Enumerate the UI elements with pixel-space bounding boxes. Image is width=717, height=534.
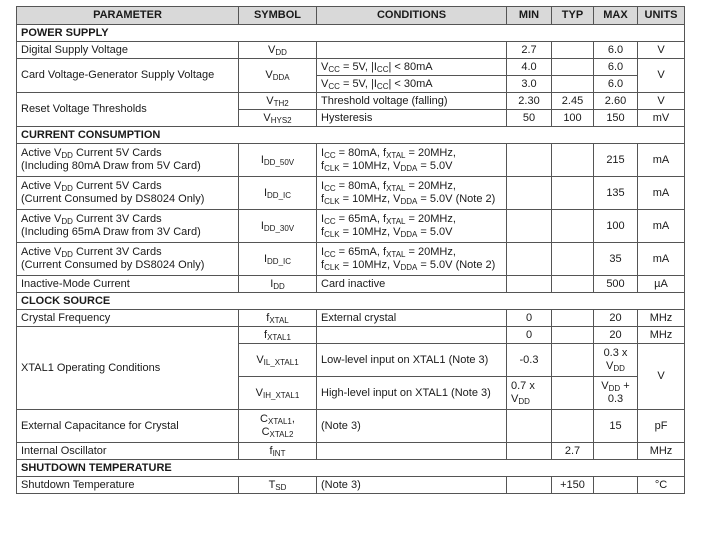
cond-sub: CLK bbox=[324, 164, 340, 173]
cond-text: f bbox=[321, 259, 325, 271]
symbol-main: I bbox=[263, 186, 268, 199]
max-text: V bbox=[606, 360, 614, 372]
units-cell: mV bbox=[638, 110, 685, 127]
header-units: UNITS bbox=[638, 7, 685, 25]
section-current-consumption: CURRENT CONSUMPTION bbox=[17, 127, 685, 144]
param-cell bbox=[17, 210, 239, 243]
typ-cell bbox=[552, 310, 594, 327]
param-text: Current 3V Cards bbox=[72, 246, 162, 258]
min-cell bbox=[507, 477, 552, 494]
param-cell: Internal Oscillator bbox=[17, 443, 239, 460]
param-cell bbox=[17, 144, 239, 177]
cond-sub: CLK bbox=[324, 230, 340, 239]
conditions-cell: High-level input on XTAL1 (Note 3) bbox=[317, 377, 507, 410]
units-cell: V bbox=[638, 59, 685, 93]
param-sub: DD bbox=[61, 151, 73, 160]
conditions-cell bbox=[317, 443, 507, 460]
max-cell bbox=[594, 477, 638, 494]
symbol-cell bbox=[239, 276, 317, 293]
table-row bbox=[17, 310, 685, 327]
min-cell bbox=[507, 276, 552, 293]
symbol-main: V bbox=[263, 111, 271, 124]
min-cell: 50 bbox=[507, 110, 552, 127]
conditions-cell: Hysteresis bbox=[317, 110, 507, 127]
min-cell bbox=[507, 443, 552, 460]
max-cell: 20 bbox=[594, 327, 638, 344]
header-typ: TYP bbox=[552, 7, 594, 25]
cond-sub: XTAL bbox=[386, 184, 406, 193]
param-text: Active V bbox=[21, 213, 62, 225]
cond-sub: CLK bbox=[324, 197, 340, 206]
symbol-cell bbox=[239, 42, 317, 59]
table-row bbox=[17, 59, 685, 76]
symbol-sub: HYS2 bbox=[270, 115, 292, 125]
symbol-cell bbox=[239, 144, 317, 177]
param-text: (Current Consumed by DS8024 Only) bbox=[21, 193, 205, 205]
typ-cell bbox=[552, 144, 594, 177]
cond-text: V bbox=[321, 60, 329, 73]
symbol-main: f bbox=[269, 444, 273, 457]
typ-cell: 100 bbox=[552, 110, 594, 127]
conditions-cell bbox=[317, 210, 507, 243]
cond-sub: CC bbox=[324, 151, 336, 160]
typ-cell bbox=[552, 59, 594, 76]
section-row bbox=[17, 25, 685, 42]
table-row bbox=[17, 177, 685, 210]
conditions-cell: Low-level input on XTAL1 (Note 3) bbox=[317, 344, 507, 377]
min-cell: 3.0 bbox=[507, 76, 552, 93]
param-text: Active V bbox=[21, 246, 62, 258]
table-row bbox=[17, 276, 685, 293]
symbol-sub: XTAL1 bbox=[267, 332, 291, 342]
section-shutdown-temperature: SHUTDOWN TEMPERATURE bbox=[17, 460, 685, 477]
cond-text: I bbox=[321, 147, 325, 159]
max-cell: 6.0 bbox=[594, 76, 638, 93]
max-sub: DD bbox=[608, 384, 621, 393]
cond-text: = 10MHz, V bbox=[339, 193, 401, 205]
typ-cell bbox=[552, 42, 594, 59]
param-cell: Reset Voltage Thresholds bbox=[17, 93, 239, 127]
symbol-sub: XTAL2 bbox=[269, 430, 294, 439]
symbol-sub: DD bbox=[273, 281, 285, 291]
typ-cell bbox=[552, 344, 594, 377]
symbol-sub: XTAL1 bbox=[268, 417, 292, 426]
section-row bbox=[17, 460, 685, 477]
table-row bbox=[17, 144, 685, 177]
typ-cell bbox=[552, 243, 594, 276]
cond-sub: CC bbox=[324, 217, 336, 226]
cond-sub: CC bbox=[328, 64, 340, 74]
min-text: 0.7 x bbox=[511, 380, 535, 392]
min-cell: 0 bbox=[507, 327, 552, 344]
conditions-cell: External crystal bbox=[317, 310, 507, 327]
param-cell: Crystal Frequency bbox=[17, 310, 239, 327]
section-clock-source: CLOCK SOURCE bbox=[17, 293, 685, 310]
header-row bbox=[17, 7, 685, 25]
cond-sub: DDA bbox=[400, 197, 418, 206]
cond-text: = 65mA, f bbox=[335, 246, 387, 258]
param-text: Current 5V Cards bbox=[72, 147, 162, 159]
param-cell: Inactive-Mode Current bbox=[17, 276, 239, 293]
conditions-cell bbox=[317, 144, 507, 177]
cond-sub: CC bbox=[324, 250, 336, 259]
param-text: Current 5V Cards bbox=[72, 180, 162, 192]
symbol-main: , bbox=[291, 413, 295, 425]
min-cell: 4.0 bbox=[507, 59, 552, 76]
cond-text: f bbox=[321, 160, 325, 172]
cond-sub: XTAL bbox=[386, 250, 406, 259]
typ-cell bbox=[552, 327, 594, 344]
header-symbol: SYMBOL bbox=[239, 7, 317, 25]
symbol-sub: DD bbox=[275, 47, 287, 57]
cond-sub: CLK bbox=[324, 263, 340, 272]
typ-cell: 2.7 bbox=[552, 443, 594, 460]
cond-sub: CC bbox=[376, 81, 389, 91]
section-row bbox=[17, 127, 685, 144]
min-text: V bbox=[511, 393, 519, 405]
symbol-main: V bbox=[256, 353, 264, 366]
max-cell bbox=[594, 377, 638, 410]
min-cell bbox=[507, 243, 552, 276]
conditions-cell bbox=[317, 59, 507, 76]
symbol-main: V bbox=[268, 43, 276, 56]
max-cell: 215 bbox=[594, 144, 638, 177]
electrical-characteristics-table bbox=[16, 6, 685, 494]
min-cell bbox=[507, 177, 552, 210]
symbol-sub: DD_IC bbox=[267, 190, 292, 200]
symbol-cell bbox=[239, 177, 317, 210]
min-cell bbox=[507, 377, 552, 410]
conditions-cell: Threshold voltage (falling) bbox=[317, 93, 507, 110]
min-cell: -0.3 bbox=[507, 344, 552, 377]
symbol-cell bbox=[239, 477, 317, 494]
units-cell: mA bbox=[638, 144, 685, 177]
units-cell: V bbox=[638, 344, 685, 410]
max-cell bbox=[594, 443, 638, 460]
units-cell: °C bbox=[638, 477, 685, 494]
min-cell bbox=[507, 144, 552, 177]
table-row bbox=[17, 327, 685, 344]
cond-text: = 5.0V (Note 2) bbox=[417, 259, 496, 271]
table-row bbox=[17, 93, 685, 110]
symbol-cell bbox=[239, 110, 317, 127]
typ-cell bbox=[552, 177, 594, 210]
cond-text: = 20MHz, bbox=[405, 213, 456, 225]
param-text: Active V bbox=[21, 147, 62, 159]
cond-text: f bbox=[321, 193, 325, 205]
param-cell: Shutdown Temperature bbox=[17, 477, 239, 494]
symbol-main: V bbox=[266, 94, 274, 107]
min-cell: 2.7 bbox=[507, 42, 552, 59]
units-cell: MHz bbox=[638, 443, 685, 460]
min-cell bbox=[507, 210, 552, 243]
max-cell: 15 bbox=[594, 410, 638, 443]
cond-sub: XTAL bbox=[386, 151, 406, 160]
conditions-cell: (Note 3) bbox=[317, 477, 507, 494]
cond-text: | < 30mA bbox=[388, 77, 433, 90]
param-sub: DD bbox=[61, 250, 73, 259]
cond-text: = 80mA, f bbox=[335, 180, 387, 192]
param-text: (Current Consumed by DS8024 Only) bbox=[21, 259, 205, 271]
cond-text: V bbox=[321, 77, 329, 90]
conditions-cell bbox=[317, 327, 507, 344]
min-cell bbox=[507, 410, 552, 443]
symbol-sub: IH_XTAL1 bbox=[263, 390, 300, 400]
max-text: + bbox=[620, 380, 630, 392]
min-cell: 0 bbox=[507, 310, 552, 327]
section-power-supply: POWER SUPPLY bbox=[17, 25, 685, 42]
max-cell: 135 bbox=[594, 177, 638, 210]
symbol-cell bbox=[239, 443, 317, 460]
cond-text: = 5V, |I bbox=[339, 60, 377, 73]
units-cell: µA bbox=[638, 276, 685, 293]
units-cell: mA bbox=[638, 210, 685, 243]
symbol-cell bbox=[239, 344, 317, 377]
typ-cell bbox=[552, 210, 594, 243]
symbol-main: I bbox=[263, 252, 268, 265]
param-text: Active V bbox=[21, 180, 62, 192]
min-sub: DD bbox=[518, 397, 530, 406]
electrical-characteristics-sheet bbox=[16, 6, 685, 494]
symbol-cell bbox=[239, 310, 317, 327]
header-conditions: CONDITIONS bbox=[317, 7, 507, 25]
cond-text: = 80mA, f bbox=[335, 147, 387, 159]
cond-text: = 65mA, f bbox=[335, 213, 387, 225]
symbol-main: f bbox=[264, 328, 268, 341]
max-cell: 2.60 bbox=[594, 93, 638, 110]
cond-text: I bbox=[321, 180, 325, 192]
cond-text: I bbox=[321, 213, 325, 225]
units-cell: pF bbox=[638, 410, 685, 443]
header-min: MIN bbox=[507, 7, 552, 25]
symbol-main: I bbox=[260, 153, 264, 166]
max-cell: 100 bbox=[594, 210, 638, 243]
section-row bbox=[17, 293, 685, 310]
symbol-cell bbox=[239, 93, 317, 110]
symbol-cell bbox=[239, 377, 317, 410]
param-sub: DD bbox=[61, 184, 73, 193]
max-cell: 500 bbox=[594, 276, 638, 293]
max-cell: 20 bbox=[594, 310, 638, 327]
conditions-cell: Card inactive bbox=[317, 276, 507, 293]
max-cell: 150 bbox=[594, 110, 638, 127]
symbol-cell bbox=[239, 243, 317, 276]
max-cell: 6.0 bbox=[594, 42, 638, 59]
cond-text: = 20MHz, bbox=[405, 246, 456, 258]
units-cell: MHz bbox=[638, 310, 685, 327]
symbol-sub: INT bbox=[272, 448, 286, 458]
max-sub: DD bbox=[613, 364, 625, 373]
cond-text: = 10MHz, V bbox=[339, 160, 401, 172]
units-cell: MHz bbox=[638, 327, 685, 344]
cond-sub: CC bbox=[328, 81, 340, 91]
symbol-main: I bbox=[270, 277, 274, 290]
header-max: MAX bbox=[594, 7, 638, 25]
symbol-sub: TH2 bbox=[273, 98, 289, 108]
cond-text: = 10MHz, V bbox=[339, 226, 401, 238]
max-text: V bbox=[601, 380, 609, 392]
cond-text: = 5V, |I bbox=[339, 77, 377, 90]
symbol-main: C bbox=[260, 413, 268, 425]
symbol-sub: SD bbox=[275, 482, 287, 492]
max-text: 0.3 bbox=[607, 393, 624, 405]
conditions-cell bbox=[317, 42, 507, 59]
cond-text: = 5.0V bbox=[417, 226, 453, 238]
param-cell: XTAL1 Operating Conditions bbox=[17, 327, 239, 410]
param-sub: DD bbox=[61, 217, 73, 226]
symbol-main: f bbox=[266, 311, 270, 324]
symbol-sub: XTAL bbox=[269, 315, 289, 325]
typ-cell bbox=[552, 410, 594, 443]
cond-sub: CC bbox=[324, 184, 336, 193]
max-text: 0.3 x bbox=[603, 347, 628, 359]
table-row bbox=[17, 210, 685, 243]
param-text: Current 3V Cards bbox=[72, 213, 162, 225]
cond-text: = 20MHz, bbox=[405, 147, 456, 159]
cond-text: I bbox=[321, 246, 325, 258]
typ-cell bbox=[552, 377, 594, 410]
symbol-sub: DD_50V bbox=[263, 157, 295, 167]
symbol-sub: DD_IC bbox=[267, 256, 292, 266]
max-cell bbox=[594, 344, 638, 377]
cond-text: = 10MHz, V bbox=[339, 259, 401, 271]
symbol-main: V bbox=[265, 69, 273, 81]
symbol-main: T bbox=[268, 478, 276, 491]
symbol-cell bbox=[239, 59, 317, 93]
cond-sub: DDA bbox=[400, 230, 418, 239]
symbol-main: I bbox=[260, 219, 264, 232]
param-cell bbox=[17, 177, 239, 210]
cond-text: f bbox=[321, 226, 325, 238]
param-text: (Including 65mA Draw from 3V Card) bbox=[21, 226, 201, 238]
symbol-cell bbox=[239, 210, 317, 243]
typ-cell bbox=[552, 76, 594, 93]
typ-cell bbox=[552, 276, 594, 293]
symbol-sub: DD_30V bbox=[263, 223, 295, 233]
symbol-cell bbox=[239, 327, 317, 344]
cond-text: | < 80mA bbox=[388, 60, 433, 73]
units-cell: mA bbox=[638, 177, 685, 210]
cond-text: = 5.0V (Note 2) bbox=[417, 193, 496, 205]
typ-cell: 2.45 bbox=[552, 93, 594, 110]
table-row bbox=[17, 42, 685, 59]
symbol-sub: IL_XTAL1 bbox=[263, 357, 299, 367]
conditions-cell bbox=[317, 243, 507, 276]
typ-cell: +150 bbox=[552, 477, 594, 494]
cond-sub: DDA bbox=[400, 164, 418, 173]
param-cell: Card Voltage-Generator Supply Voltage bbox=[17, 59, 239, 93]
param-text: (Including 80mA Draw from 5V Card) bbox=[21, 160, 201, 172]
param-cell: External Capacitance for Crystal bbox=[17, 410, 239, 443]
symbol-main: V bbox=[255, 386, 264, 399]
cond-sub: XTAL bbox=[386, 217, 406, 226]
cond-sub: CC bbox=[376, 64, 389, 74]
header-parameter: PARAMETER bbox=[17, 7, 239, 25]
units-cell: V bbox=[638, 93, 685, 110]
table-row bbox=[17, 443, 685, 460]
max-cell: 6.0 bbox=[594, 59, 638, 76]
max-cell: 35 bbox=[594, 243, 638, 276]
conditions-cell bbox=[317, 177, 507, 210]
param-cell: Digital Supply Voltage bbox=[17, 42, 239, 59]
min-cell: 2.30 bbox=[507, 93, 552, 110]
units-cell: mA bbox=[638, 243, 685, 276]
symbol-sub: DDA bbox=[272, 73, 290, 82]
param-cell bbox=[17, 243, 239, 276]
cond-sub: DDA bbox=[400, 263, 418, 272]
table-row bbox=[17, 243, 685, 276]
table-row bbox=[17, 410, 685, 443]
symbol-main: C bbox=[261, 426, 270, 438]
units-cell: V bbox=[638, 42, 685, 59]
symbol-cell bbox=[239, 410, 317, 443]
conditions-cell bbox=[317, 76, 507, 93]
conditions-cell: (Note 3) bbox=[317, 410, 507, 443]
table-row bbox=[17, 477, 685, 494]
cond-text: = 5.0V bbox=[417, 160, 453, 172]
cond-text: = 20MHz, bbox=[405, 180, 456, 192]
